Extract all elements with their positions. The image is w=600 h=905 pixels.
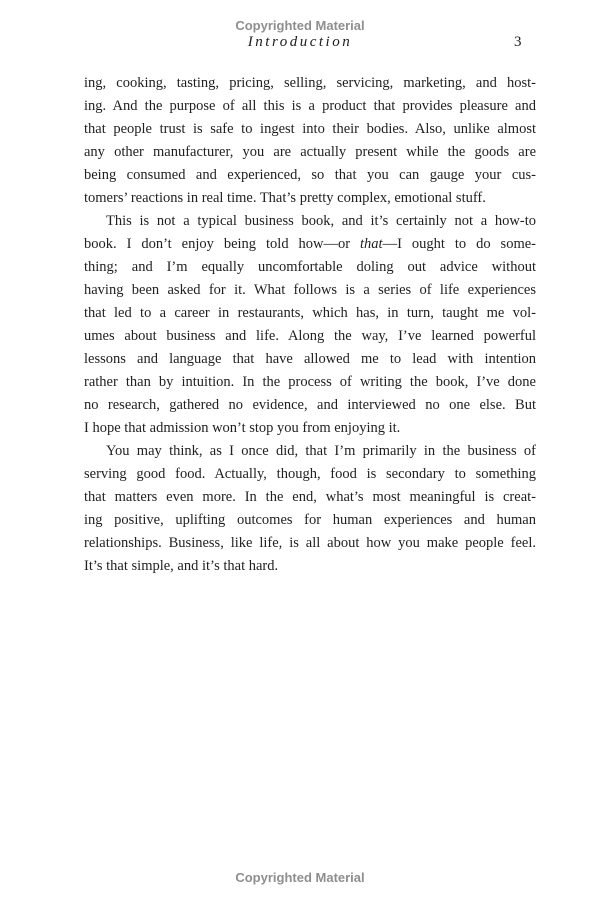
text-segment: rather than by intuition. In the process of writing the book, I’ve done [84,374,536,390]
text-line [84,164,536,187]
text-column [84,72,536,578]
text-line [84,210,536,233]
text-segment: ing. And the purpose of all this is a product that provides pleasure and [84,98,536,114]
paragraph [84,210,536,440]
text-line [84,72,536,95]
text-line [84,532,536,555]
text-segment: no research, gathered no evidence, and interviewed no one else. But [84,397,536,413]
text-segment: that people trust is safe to ingest into their bodies. Also, unlike almost [84,121,536,137]
running-head [0,34,600,54]
italic-text: that [360,236,383,252]
text-segment: tomers’ reactions in real time. That’s pretty complex, emotional stuff. [84,190,486,206]
text-line [84,256,536,279]
text-line [84,371,536,394]
paragraph [84,72,536,210]
text-segment: ing, cooking, tasting, pricing, selling, servicing, marketing, and host- [84,75,536,91]
text-segment: This is not a typical business book, and it’s certainly not a how-to [106,213,536,229]
text-segment: being consumed and experienced, so that you can gauge your cus- [84,167,536,183]
text-segment: that led to a career in restaurants, which has, in turn, taught me vol- [84,305,536,321]
text-segment: It’s that simple, and it’s that hard. [84,558,279,574]
text-line [84,486,536,509]
text-line [84,555,536,578]
text-segment: umes about business and life. Along the way, I’ve learned powerful [84,328,536,344]
text-segment: —I ought to do some- [382,236,536,252]
text-line [84,279,536,302]
text-segment: thing; and I’m equally uncomfortable doling out advice without [84,259,536,275]
text-line [84,302,536,325]
copyright-notice-top: Copyrighted Material [235,18,365,33]
text-line [84,440,536,463]
copyright-notice-bottom: Copyrighted Material [235,870,365,885]
text-line [84,463,536,486]
paragraph [84,440,536,578]
text-segment: any other manufacturer, you are actually present while the goods are [84,144,536,160]
text-segment: that matters even more. In the end, what’s most meaningful is creat- [84,489,536,505]
text-line [84,417,536,440]
text-segment: lessons and language that have allowed me to lead with intention [84,351,536,367]
text-line [84,141,536,164]
page-number: 3 [514,34,522,50]
text-line [84,394,536,417]
text-line [84,325,536,348]
text-segment: You may think, as I once did, that I’m primarily in the business of [106,443,536,459]
text-segment: book. I don’t enjoy being told how—or [84,236,361,252]
text-segment: relationships. Business, like life, is all about how you make people feel. [84,535,536,551]
text-line [84,187,536,210]
text-line [84,509,536,532]
text-segment: ing positive, uplifting outcomes for human experiences and human [84,512,536,528]
text-line [84,118,536,141]
text-segment: serving good food. Actually, though, food is secondary to something [84,466,536,482]
text-line [84,95,536,118]
chapter-title: Introduction [247,34,353,50]
text-segment: I hope that admission won’t stop you from enjoying it. [84,420,401,436]
text-line [84,233,536,256]
text-line [84,348,536,371]
text-segment: having been asked for it. What follows is a series of life experiences [84,282,536,298]
